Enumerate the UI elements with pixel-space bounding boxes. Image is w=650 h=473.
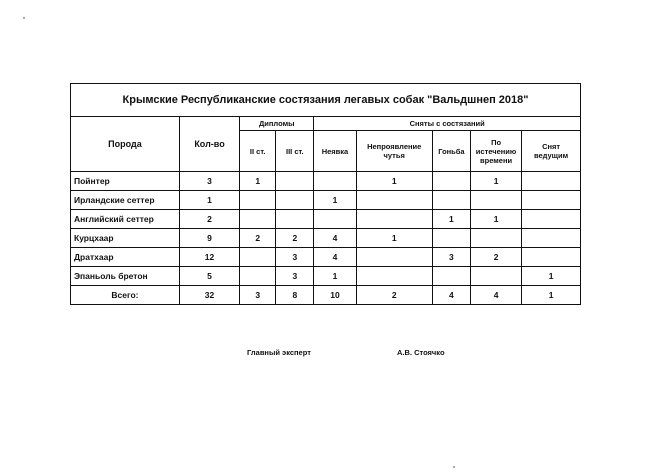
noshow-cell: 1 bbox=[314, 267, 356, 286]
noshow-cell: 4 bbox=[314, 248, 356, 267]
count-cell: 12 bbox=[179, 248, 239, 267]
noscent-cell bbox=[356, 248, 432, 267]
timeout-cell: 1 bbox=[470, 172, 521, 191]
noscent-cell bbox=[356, 210, 432, 229]
timeout-cell bbox=[470, 229, 521, 248]
dip3-cell: 3 bbox=[276, 267, 314, 286]
header-breed: Порода bbox=[71, 117, 179, 172]
noshow-cell: 1 bbox=[314, 191, 356, 210]
total-chase: 4 bbox=[432, 286, 470, 305]
total-timeout: 4 bbox=[470, 286, 521, 305]
dip3-cell bbox=[276, 172, 314, 191]
dip2-cell bbox=[240, 191, 276, 210]
header-noshow: Неявка bbox=[314, 131, 356, 172]
breed-cell: Пойнтер bbox=[71, 172, 179, 191]
count-cell: 3 bbox=[179, 172, 239, 191]
noscent-cell bbox=[356, 191, 432, 210]
noscent-cell: 1 bbox=[356, 172, 432, 191]
dip3-cell: 3 bbox=[276, 248, 314, 267]
dip2-cell: 2 bbox=[240, 229, 276, 248]
chase-cell bbox=[432, 172, 470, 191]
dip2-cell: 1 bbox=[240, 172, 276, 191]
chase-cell bbox=[432, 229, 470, 248]
judge-cell: 1 bbox=[522, 267, 580, 286]
judge-cell bbox=[522, 172, 580, 191]
timeout-cell bbox=[470, 191, 521, 210]
breed-cell: Дратхаар bbox=[71, 248, 179, 267]
header-dip3: III ст. bbox=[276, 131, 314, 172]
header-diplomas: Дипломы bbox=[240, 117, 314, 131]
dip3-cell: 2 bbox=[276, 229, 314, 248]
count-cell: 2 bbox=[179, 210, 239, 229]
count-cell: 9 bbox=[179, 229, 239, 248]
table-row bbox=[71, 191, 580, 210]
judge-cell bbox=[522, 210, 580, 229]
timeout-cell bbox=[470, 267, 521, 286]
page-title: Крымские Республиканские состязания легавых собак "Вальдшнеп 2018" bbox=[71, 84, 580, 117]
results-table bbox=[71, 117, 580, 304]
total-count: 32 bbox=[179, 286, 239, 305]
noscent-cell bbox=[356, 267, 432, 286]
judge-cell bbox=[522, 248, 580, 267]
breed-cell: Эпаньоль бретон bbox=[71, 267, 179, 286]
noshow-cell bbox=[314, 210, 356, 229]
chase-cell bbox=[432, 191, 470, 210]
header-row-top bbox=[71, 117, 580, 131]
header-chase: Гоньба bbox=[432, 131, 470, 172]
scan-speck bbox=[453, 466, 455, 468]
total-row bbox=[71, 286, 580, 305]
count-cell: 5 bbox=[179, 267, 239, 286]
header-judge: Снят ведущим bbox=[522, 131, 580, 172]
timeout-cell: 1 bbox=[470, 210, 521, 229]
table-row bbox=[71, 248, 580, 267]
judge-cell bbox=[522, 191, 580, 210]
dip2-cell bbox=[240, 210, 276, 229]
dip2-cell bbox=[240, 248, 276, 267]
dip3-cell bbox=[276, 210, 314, 229]
total-judge: 1 bbox=[522, 286, 580, 305]
table-row bbox=[71, 229, 580, 248]
table-row bbox=[71, 210, 580, 229]
breed-cell: Английский сеттер bbox=[71, 210, 179, 229]
total-noscent: 2 bbox=[356, 286, 432, 305]
total-noshow: 10 bbox=[314, 286, 356, 305]
chase-cell: 1 bbox=[432, 210, 470, 229]
header-timeout: По истечению времени bbox=[470, 131, 521, 172]
timeout-cell: 2 bbox=[470, 248, 521, 267]
breed-cell: Курцхаар bbox=[71, 229, 179, 248]
noscent-cell: 1 bbox=[356, 229, 432, 248]
count-cell: 1 bbox=[179, 191, 239, 210]
table-row bbox=[71, 267, 580, 286]
header-count: Кол-во bbox=[179, 117, 239, 172]
header-noscent: Непроявление чутья bbox=[356, 131, 432, 172]
results-table-frame bbox=[70, 83, 581, 305]
total-label: Всего: bbox=[71, 286, 179, 305]
chase-cell: 3 bbox=[432, 248, 470, 267]
dip2-cell bbox=[240, 267, 276, 286]
header-dip2: II ст. bbox=[240, 131, 276, 172]
signature-role: Главный эксперт bbox=[247, 348, 311, 357]
total-dip2: 3 bbox=[240, 286, 276, 305]
signature-name: А.В. Стоячко bbox=[397, 348, 445, 357]
noshow-cell bbox=[314, 172, 356, 191]
total-dip3: 8 bbox=[276, 286, 314, 305]
header-removed: Сняты с состязаний bbox=[314, 117, 580, 131]
table-row bbox=[71, 172, 580, 191]
breed-cell: Ирландские сеттер bbox=[71, 191, 179, 210]
chase-cell bbox=[432, 267, 470, 286]
dip3-cell bbox=[276, 191, 314, 210]
judge-cell bbox=[522, 229, 580, 248]
scan-speck bbox=[23, 17, 25, 19]
noshow-cell: 4 bbox=[314, 229, 356, 248]
